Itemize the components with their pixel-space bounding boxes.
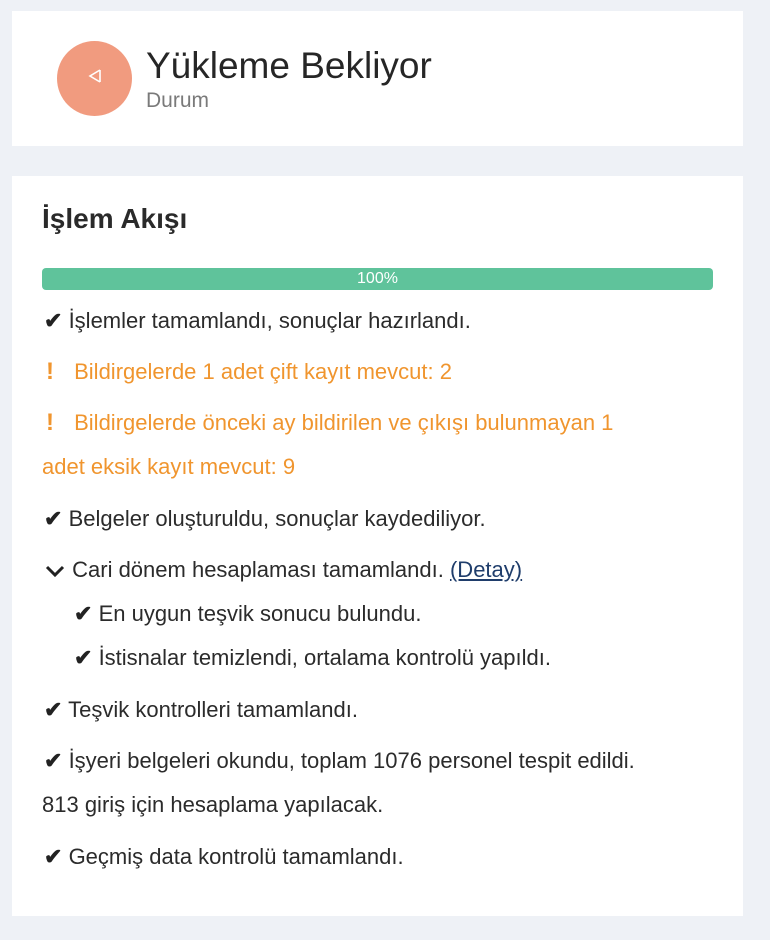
detail-link[interactable]: (Detay) [449, 557, 523, 582]
flow-item-text: İşyeri belgeleri okundu, toplam 1076 personel tespit edildi. [68, 748, 635, 773]
flow-item-warning [46, 409, 613, 437]
flow-subitem [74, 644, 551, 672]
status-label: Durum [146, 89, 210, 112]
flow-subitem [74, 600, 421, 628]
check-icon: ✔ [44, 506, 63, 531]
exclamation-icon: ! [46, 409, 54, 436]
check-icon: ✔ [44, 308, 63, 333]
exclamation-icon: ! [46, 358, 54, 385]
flow-item-text-cont: 813 giriş için hesaplama yapılacak. [42, 792, 384, 817]
flow-item [44, 747, 635, 775]
status-avatar [57, 41, 132, 116]
check-icon: ✔ [74, 601, 93, 626]
flow-item-text: Bildirgelerde önceki ay bildirilen ve çıkışı bulunmayan 1 [74, 410, 614, 435]
flow-item-text: İşlemler tamamlandı, sonuçlar hazırlandı. [68, 308, 471, 333]
flow-item [44, 505, 486, 533]
flow-title: İşlem Akışı [42, 203, 188, 234]
flow-item [44, 307, 471, 335]
progress-bar: 100% [42, 268, 713, 290]
flow-item-expandable[interactable] [44, 556, 522, 584]
check-icon: ✔ [74, 645, 93, 670]
flow-item-text: Teşvik kontrolleri tamamlandı. [68, 697, 358, 722]
flow-item-text: Bildirgelerde 1 adet çift kayıt mevcut: 2 [74, 359, 452, 384]
check-icon: ✔ [44, 697, 63, 722]
chevron-down-icon[interactable] [44, 556, 66, 584]
flow-item [44, 696, 358, 724]
flow-item-text-cont: adet eksik kayıt mevcut: 9 [42, 454, 296, 479]
flow-item-text: Belgeler oluşturuldu, sonuçlar kaydediliyor. [68, 506, 486, 531]
process-flow-card [12, 176, 743, 916]
flag-icon [86, 68, 104, 89]
check-icon: ✔ [44, 844, 63, 869]
flow-item-text: Cari dönem hesaplaması tamamlandı. [72, 557, 444, 582]
status-title: Yükleme Bekliyor [146, 45, 432, 86]
flow-item [44, 843, 404, 871]
flow-item-text: İstisnalar temizlendi, ortalama kontrolü yapıldı. [98, 645, 551, 670]
flow-item-warning [46, 358, 482, 386]
check-icon: ✔ [44, 748, 63, 773]
flow-item-text: Geçmiş data kontrolü tamamlandı. [68, 844, 404, 869]
status-card [12, 11, 743, 146]
flow-item-text: En uygun teşvik sonucu bulundu. [98, 601, 422, 626]
